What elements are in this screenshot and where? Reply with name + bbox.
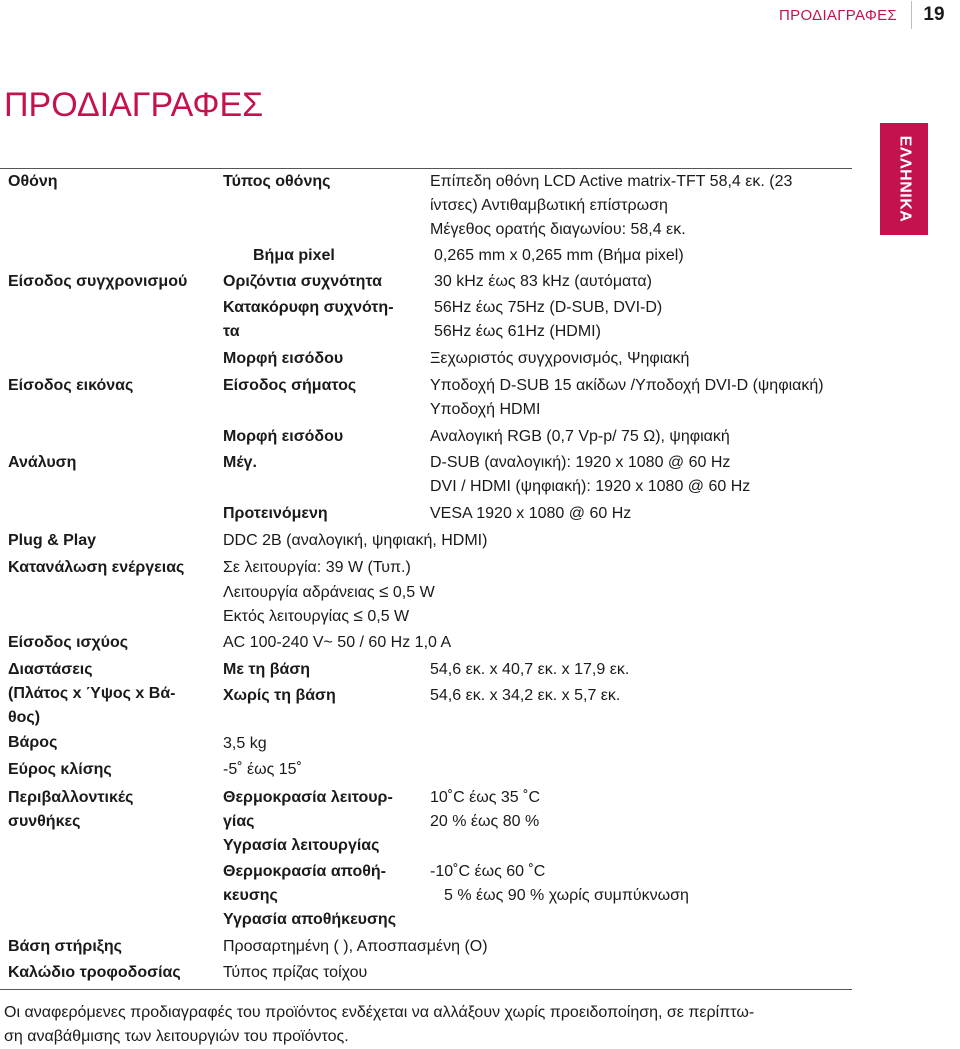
row-label-weight: Βάρος [8, 734, 58, 751]
vertical-frequency-label-line1: Κατακόρυφη συχνότη- [223, 299, 394, 316]
page-number: 19 [923, 4, 945, 25]
weight-value: 3,5 kg [223, 735, 267, 752]
operating-humidity-value: 20 % έως 80 % [430, 813, 540, 830]
sync-input-form-label: Μορφή εισόδου [223, 350, 344, 367]
row-label-environment-line2: συνθήκες [8, 813, 81, 830]
row-label-resolution: Ανάλυση [8, 454, 77, 471]
vertical-frequency-value-line2: 56Hz έως 61Hz (HDMI) [434, 323, 601, 340]
row-label-power-consumption: Κατανάλωση ενέργειας [8, 559, 185, 576]
row-label-plug-and-play: Plug & Play [8, 532, 97, 549]
row-label-sync-input: Είσοδος συγχρονισμού [8, 273, 188, 290]
row-label-stand-base: Βάση στήριξης [8, 938, 122, 955]
sleep-mode-value: 0,5 W [392, 584, 435, 601]
operating-temp-value: 10˚C έως 35 ˚C [430, 789, 541, 806]
power-cord-value: Τύπος πρίζας τοίχου [223, 964, 368, 981]
operating-temp-label-line1: Θερμοκρασία λειτουρ- [223, 789, 393, 806]
without-stand-value: 54,6 εκ. x 34,2 εκ. x 5,7 εκ. [430, 687, 621, 704]
footnote [4, 1001, 854, 1049]
language-tab [880, 123, 928, 235]
screen-type-value-line3: Μέγεθος ορατής διαγωνίου: 58,4 εκ. [430, 221, 686, 238]
pixel-pitch-value: 0,265 mm x 0,265 mm (Βήμα pixel) [434, 247, 684, 264]
with-stand-value: 54,6 εκ. x 40,7 εκ. x 17,9 εκ. [430, 661, 630, 678]
max-resolution-value-line2: DVI / HDMI (ψηφιακή): 1920 x 1080 @ 60 Hz [430, 478, 751, 495]
header-section-title: ΠΡΟΔΙΑΓΡΑΦΕΣ [779, 6, 897, 24]
horizontal-frequency-value: 30 kHz έως 83 kHz (αυτόματα) [434, 273, 652, 290]
off-mode-label: Εκτός λειτουργίας [223, 608, 350, 625]
row-label-tilt-range: Εύρος κλίσης [8, 761, 112, 778]
recommended-resolution-value: VESA 1920 x 1080 @ 60 Hz [430, 505, 632, 522]
row-label-display: Οθόνη [8, 173, 58, 190]
footnote-line1: Οι αναφερόμενες προδιαγραφές του προϊόντος ενδέχεται να αλλάξουν χωρίς προειδοποίηση, σε περίπτω- [4, 1004, 755, 1021]
video-input-form-label: Μορφή εισόδου [223, 428, 344, 445]
without-stand-label: Χωρίς τη βάση [223, 687, 336, 704]
screen-type-label: Τύπος οθόνης [223, 173, 331, 190]
plug-and-play-value: DDC 2B (αναλογική, ψηφιακή, HDMI) [223, 532, 488, 549]
screen-type-value-line1: Επίπεδη οθόνη LCD Active matrix-TFT 58,4 εκ. (23 [430, 173, 793, 190]
vertical-frequency-value-line1: 56Hz έως 75Hz (D-SUB, DVI-D) [434, 299, 663, 316]
off-mode-row [223, 604, 409, 629]
screen-type-value-line2: ίντσες) Αντιθαμβωτική επίστρωση [430, 197, 668, 214]
sync-input-form-value: Ξεχωριστός συγχρονισμός, Ψηφιακή [430, 350, 690, 367]
storage-humidity-value: 5 % έως 90 % χωρίς συμπύκνωση [444, 887, 689, 904]
row-label-dimensions-line3: θος) [8, 709, 41, 726]
row-label-video-input: Είσοδος εικόνας [8, 377, 134, 394]
power-on-mode-value: Σε λειτουργία: 39 W (Τυπ.) [223, 559, 411, 576]
row-label-dimensions-line1: Διαστάσεις [8, 661, 93, 678]
signal-input-label: Είσοδος σήματος [223, 377, 357, 394]
less-equal-symbol: ≤ [353, 606, 363, 625]
horizontal-frequency-label: Οριζόντια συχνότητα [223, 273, 382, 290]
storage-temp-label-line2: κευσης [223, 887, 278, 904]
recommended-resolution-label: Προτεινόμενη [223, 505, 328, 522]
video-input-form-value: Αναλογική RGB (0,7 Vp-p/ 75 Ω), ψηφιακή [430, 428, 730, 445]
max-resolution-label: Μέγ. [223, 454, 257, 471]
stand-base-value: Προσαρτημένη ( ), Αποσπασμένη (O) [223, 938, 488, 955]
pixel-pitch-label: Βήμα pixel [253, 247, 335, 264]
storage-temp-value: -10˚C έως 60 ˚C [430, 863, 546, 880]
row-label-dimensions-line2: (Πλάτος x Ύψος x Βά- [8, 685, 176, 702]
sleep-mode-label: Λειτουργία αδράνειας [223, 584, 375, 601]
tilt-range-value: -5˚ έως 15˚ [223, 761, 302, 778]
operating-humidity-label: Υγρασία λειτουργίας [223, 837, 380, 854]
with-stand-label: Με τη βάση [223, 661, 311, 678]
max-resolution-value-line1: D-SUB (αναλογική): 1920 x 1080 @ 60 Hz [430, 454, 731, 471]
row-label-power-input: Είσοδος ισχύος [8, 634, 129, 651]
vertical-frequency-label-line2: τα [223, 323, 240, 340]
running-header [779, 0, 960, 30]
signal-input-value-line1: Υποδοχή D-SUB 15 ακίδων /Υποδοχή DVI-D (ψηφιακή) [430, 377, 824, 394]
less-equal-symbol: ≤ [379, 582, 389, 601]
language-tab-label: ΕΛΛΗΝΙΚΑ [896, 135, 913, 223]
row-label-power-cord: Καλώδιο τροφοδοσίας [8, 964, 181, 981]
storage-temp-label-line1: Θερμοκρασία αποθή- [223, 863, 386, 880]
header-divider [911, 1, 912, 29]
off-mode-value: 0,5 W [367, 608, 410, 625]
storage-humidity-label: Υγρασία αποθήκευσης [223, 911, 397, 928]
table-top-rule [0, 168, 852, 169]
page-title: ΠΡΟΔΙΑΓΡΑΦΕΣ [4, 86, 264, 124]
row-label-environment-line1: Περιβαλλοντικές [8, 789, 134, 806]
power-input-value: AC 100-240 V~ 50 / 60 Hz 1,0 A [223, 634, 452, 651]
operating-temp-label-line2: γίας [223, 813, 255, 830]
table-bottom-rule [0, 989, 852, 990]
sleep-mode-row [223, 580, 435, 605]
footnote-line2: ση αναβάθμισης των λειτουργιών του προϊόντος. [4, 1028, 349, 1045]
signal-input-value-line2: Υποδοχή HDMI [430, 401, 541, 418]
